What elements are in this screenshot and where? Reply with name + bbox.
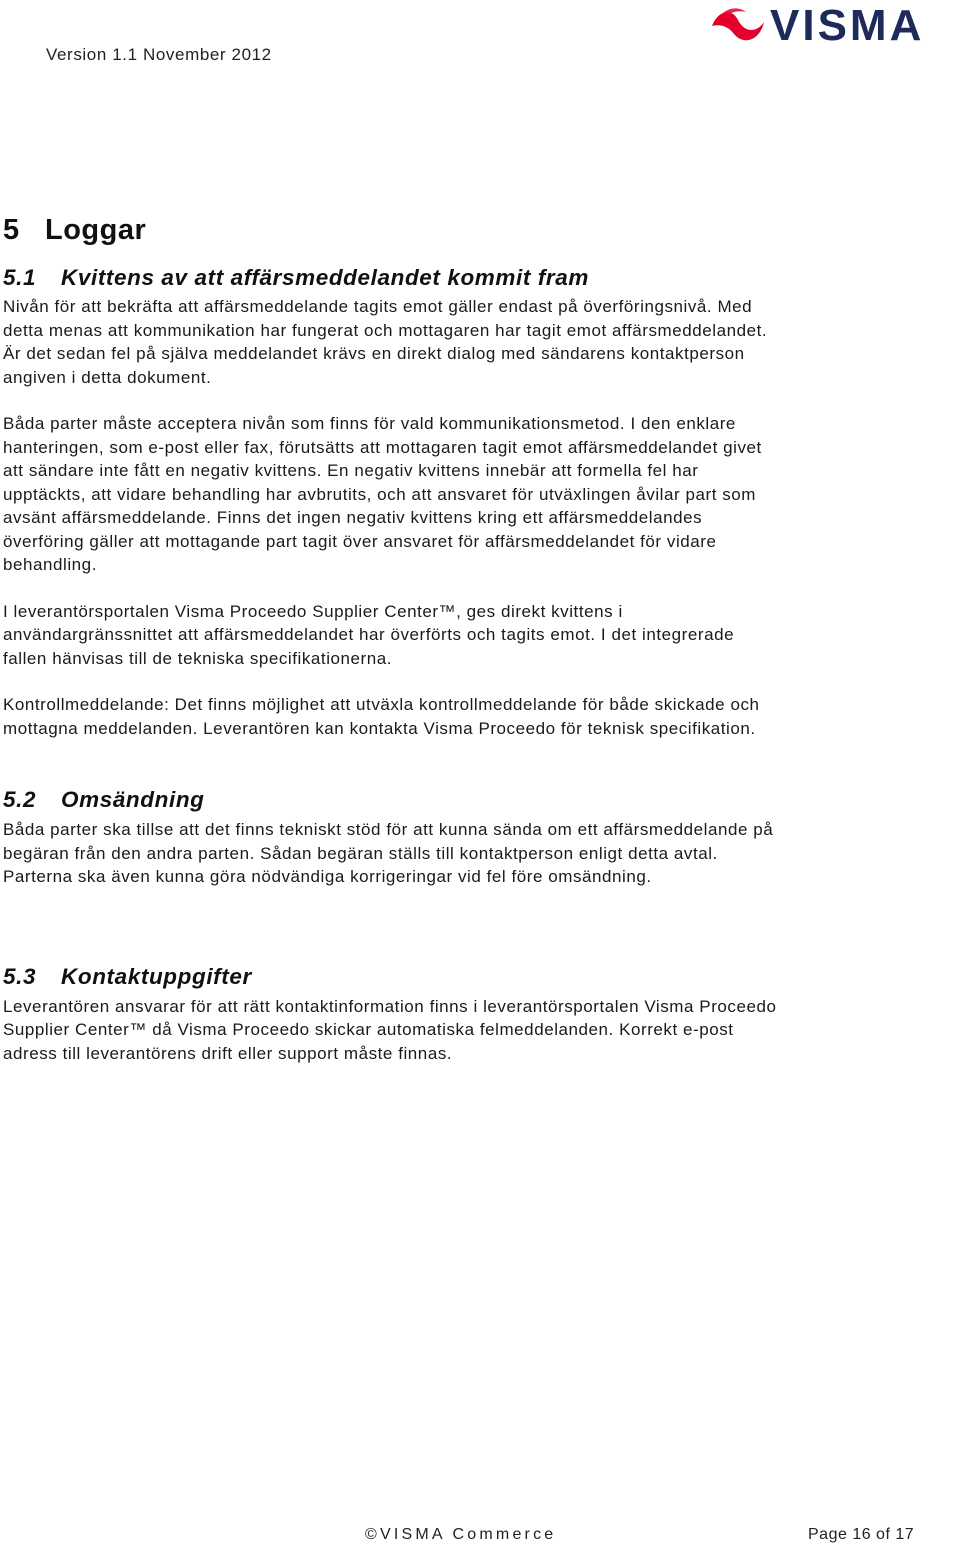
text-line: angiven i detta dokument. xyxy=(3,367,212,387)
footer-page-number: Page 16 of 17 xyxy=(808,1526,915,1543)
text-line: Båda parter måste acceptera nivån som finns för vald kommunikationsmetod. I den enklare xyxy=(3,414,736,433)
paragraph xyxy=(3,693,959,740)
text-line: mottagna meddelanden. Leverantören kan kontakta Visma Proceedo för teknisk specifikation. xyxy=(3,718,756,738)
section-5-2-heading xyxy=(3,787,959,813)
text-line: hanteringen, som e-post eller fax, förutsätts att mottagaren tagit emot affärsmeddelandet givet xyxy=(3,437,762,457)
text-line: avsänt affärsmeddelande. Finns det ingen negativ kvittens kring ett affärsmeddelandes xyxy=(3,508,703,527)
page-content xyxy=(3,206,959,1065)
text-line: I leverantörsportalen Visma Proceedo Supplier Center™, ges direkt kvittens i xyxy=(3,601,623,621)
section-number: 5.3 xyxy=(3,963,37,989)
text-line: användargränssnittet att affärsmeddelandet har överförts och tagits emot. I det integrerade xyxy=(3,625,735,644)
section-title: Kvittens av att affärsmeddelandet kommit fram xyxy=(61,265,589,290)
section-number: 5.1 xyxy=(3,265,37,290)
paragraph xyxy=(3,295,959,389)
section-5-heading xyxy=(3,206,959,254)
visma-swoosh-icon xyxy=(708,4,768,48)
text-line: Båda parter ska tillse att det finns tekniskt stöd för att kunna sända om ett affärsmeddelande på xyxy=(3,820,774,839)
visma-wordmark: VISMA xyxy=(770,1,925,50)
text-line: Parterna ska även kunna göra nödvändiga korrigeringar vid fel före omsändning. xyxy=(3,867,652,886)
section-number: 5.2 xyxy=(3,787,37,812)
text-line: Är det sedan fel på själva meddelandet krävs en direkt dialog med sändarens kontaktperson xyxy=(3,344,745,363)
section-5-1-heading xyxy=(3,265,959,291)
paragraph xyxy=(3,995,959,1066)
text-line: Supplier Center™ då Visma Proceedo skickar automatiska felmeddelanden. Korrekt e-post xyxy=(3,1020,734,1039)
section-title: Kontaktuppgifter xyxy=(61,963,252,989)
paragraph xyxy=(3,600,959,671)
text-line: begäran från den andra parten. Sådan begäran ställs till kontaktperson enligt detta avtal. xyxy=(3,843,718,863)
section-title: Omsändning xyxy=(61,787,205,812)
text-line: behandling. xyxy=(3,555,97,574)
text-line: detta menas att kommunikation har fungerat och mottagaren har tagit emot affärsmeddelandet. xyxy=(3,320,768,340)
section-title: Loggar xyxy=(45,214,147,246)
text-line: Nivån för att bekräfta att affärsmeddelande tagits emot gäller endast på överföringsnivå. Med xyxy=(3,297,753,316)
section-5-3-heading xyxy=(3,964,959,990)
section-number: 5 xyxy=(3,214,20,246)
paragraph xyxy=(3,818,959,889)
text-line: fallen hänvisas till de tekniska specifikationerna. xyxy=(3,648,393,668)
text-line: Kontrollmeddelande: Det finns möjlighet att utväxla kontrollmeddelande för både skickade och xyxy=(3,695,760,714)
text-line: adress till leverantörens drift eller support måste finnas. xyxy=(3,1043,453,1063)
text-line: Leverantören ansvarar för att rätt kontaktinformation finns i leverantörsportalen Visma Proceedo xyxy=(3,996,777,1016)
text-line: att sändare inte fått en negativ kvittens. En negativ kvittens innebär att formella fel har xyxy=(3,461,699,480)
header-version: Version 1.1 November 2012 xyxy=(46,45,272,64)
footer-copyright: ©VISMA Commerce xyxy=(365,1526,557,1543)
text-line: upptäckts, att vidare behandling har avbrutits, och att ansvaret för utväxlingen åvilar part som xyxy=(3,484,757,504)
visma-logo xyxy=(708,1,925,50)
paragraph xyxy=(3,412,959,577)
text-line: överföring gäller att mottagande part tagit över ansvaret för affärsmeddelandet för vidare xyxy=(3,531,717,551)
